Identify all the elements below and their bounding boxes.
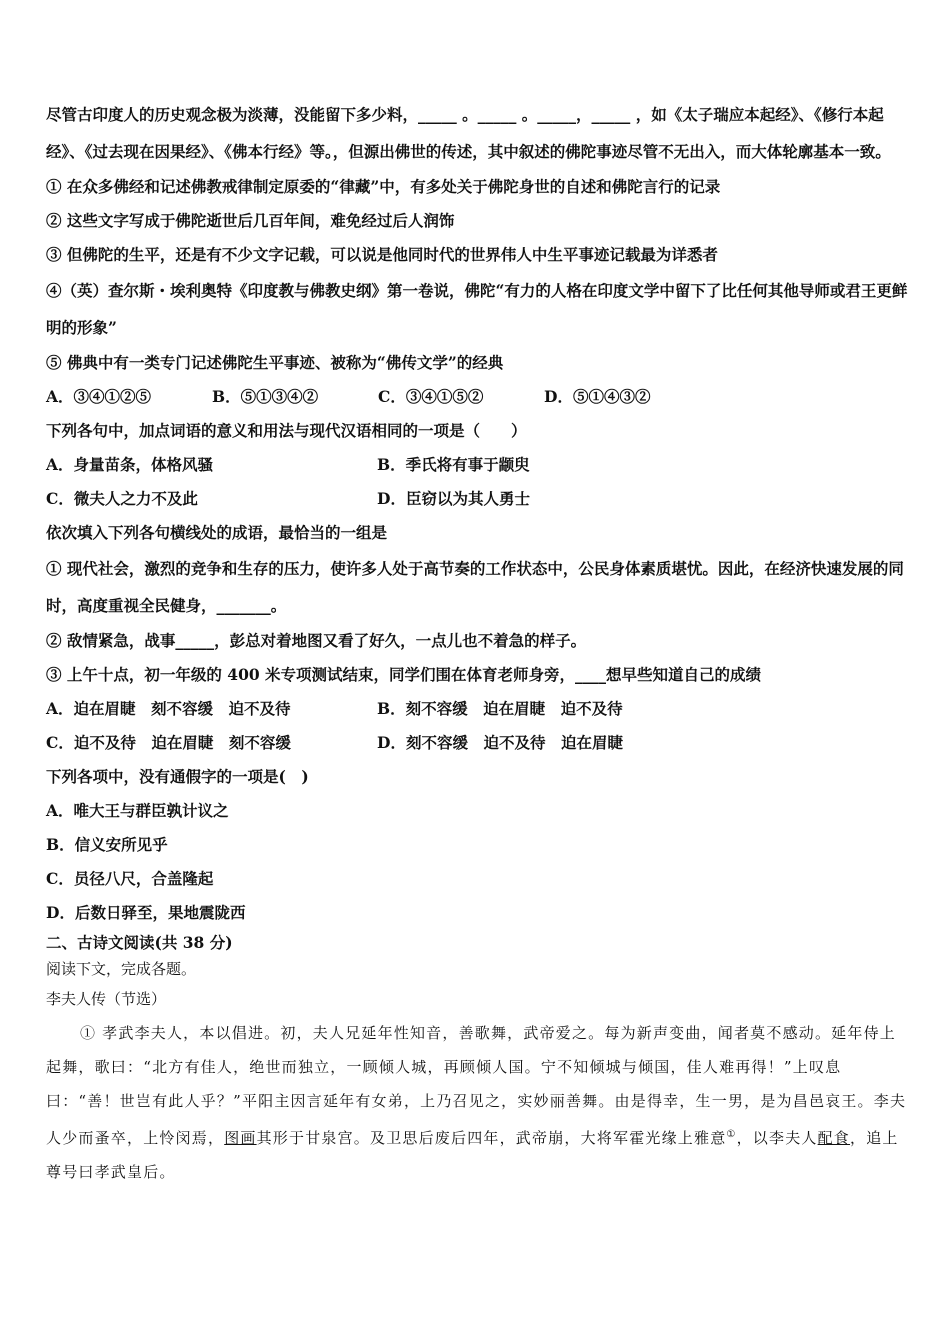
section-instruction: 阅读下文，完成各题。 (46, 960, 197, 978)
q3-options-row-1 (46, 692, 908, 726)
q1-item-3: ③ 但佛陀的生平，还是有不少文字记载，可以说是他同时代的世界伟人中生平事迹记载最为详悉者 (46, 245, 718, 264)
q3-option-d[interactable]: D．刻不容缓 迫不及待 迫在眉睫 (377, 733, 623, 752)
q2-options-row-1 (46, 448, 908, 482)
q4-option-a[interactable]: A．唯大王与群臣孰计议之 (46, 801, 229, 820)
q4-option-b[interactable]: B．信义安所见乎 (46, 835, 168, 854)
q2-option-d[interactable]: D．臣窃以为其人勇士 (377, 489, 530, 508)
q1-item-4: ④（英）查尔斯・埃利奥特《印度教与佛教史纲》第一卷说，佛陀“有力的人格在印度文学中留下了比任何其他导师或君王更鲜明的形象” (46, 281, 908, 337)
underlined-word-peishi: 配食 (817, 1129, 851, 1147)
section-heading: 二、古诗文阅读(共 38 分) (46, 933, 233, 952)
q1-option-c[interactable]: C．③④①⑤② (378, 387, 484, 406)
passage-text-c: ，以李夫人 (736, 1129, 818, 1147)
q1-item-2: ② 这些文字写成于佛陀逝世后几百年间，难免经过后人润饰 (46, 211, 455, 230)
passage-text-d: ，追上尊号曰孝武皇后。 (46, 1129, 899, 1181)
q1-option-b[interactable]: B．⑤①③④② (212, 387, 319, 406)
q2-option-b[interactable]: B．季氏将有事于颛臾 (377, 455, 530, 474)
q4-stem: 下列各项中，没有通假字的一项是( ) (46, 767, 309, 786)
underlined-word-tuhua: 图画 (224, 1129, 257, 1147)
q1-option-a[interactable]: A．③④①②⑤ (46, 387, 152, 406)
q1-option-d[interactable]: D．⑤①④③② (544, 387, 651, 406)
q3-item-3: ③ 上午十点，初一年级的 400 米专项测试结束，同学们围在体育老师身旁，____想早些知道自己的成绩 (46, 665, 762, 684)
q3-options-row-2 (46, 726, 908, 760)
passage-text-b: 其形于甘泉宫。及卫思后废后四年，武帝崩，大将军霍光缘上雅意 (256, 1129, 727, 1147)
q4-option-d[interactable]: D．后数日驿至，果地震陇西 (46, 903, 246, 922)
q3-option-b[interactable]: B．刻不容缓 迫在眉睫 迫不及待 (377, 699, 623, 718)
q4-option-c[interactable]: C．员径八尺，合盖隆起 (46, 869, 214, 888)
q1-item-5: ⑤ 佛典中有一类专门记述佛陀生平事迹、被称为“佛传文学”的经典 (46, 353, 504, 372)
q3-option-a[interactable]: A．迫在眉睫 刻不容缓 迫不及待 (46, 699, 291, 718)
q3-item-2: ② 敌情紧急，战事_____，彭总对着地图又看了好久，一点儿也不着急的样子。 (46, 631, 587, 650)
q2-option-c[interactable]: C．微夫人之力不及此 (46, 489, 198, 508)
q3-stem: 依次填入下列各句横线处的成语，最恰当的一组是 (46, 523, 388, 542)
q2-option-a[interactable]: A．身量苗条，体格风骚 (46, 455, 214, 474)
footnote-marker: ① (726, 1129, 737, 1140)
passage-paragraph-1 (46, 1016, 908, 1189)
document-page (46, 96, 908, 1189)
q1-stem: 尽管古印度人的历史观念极为淡薄，没能留下多少料，_____ 。_____ 。_____，_____ ，如《太子瑞应本起经》、《修行本起经》、《过去现在因果经》、《佛本行经》等。，但源出佛世的传述，其中叙述的佛陀事迹尽管不无出入，而大体轮廓基本一致。 (46, 105, 891, 161)
q2-options-row-2 (46, 482, 908, 516)
q3-option-c[interactable]: C．迫不及待 迫在眉睫 刻不容缓 (46, 733, 291, 752)
q1-item-1: ① 在众多佛经和记述佛教戒律制定原委的“律藏”中，有多处关于佛陀身世的自述和佛陀言行的记录 (46, 177, 721, 196)
passage-title: 李夫人传（节选） (46, 990, 167, 1008)
q2-stem: 下列各句中，加点词语的意义和用法与现代汉语相同的一项是（ ） (46, 421, 527, 440)
passage-text-a: ① 孝武李夫人，本以倡进。初，夫人兄延年性知音，善歌舞，武帝爱之。每为新声变曲，闻者莫不感动。延年侍上起舞，歌曰：“北方有佳人，绝世而独立，一顾倾人城，再顾倾人国。宁不知倾城与倾国，佳人难再得！”上叹息曰：“善！世岂有此人乎？”平阳主因言延年有女弟，上乃召见之，实妙丽善舞。由是得幸，生一男，是为昌邑哀王。李夫人少而蚤卒，上怜闵焉， (46, 1024, 907, 1147)
q1-options (46, 380, 908, 414)
q3-item-1: ① 现代社会，激烈的竞争和生存的压力，使许多人处于高节奏的工作状态中，公民身体素质堪忧。因此，在经济快速发展的同时，高度重视全民健身，_______。 (46, 559, 904, 615)
